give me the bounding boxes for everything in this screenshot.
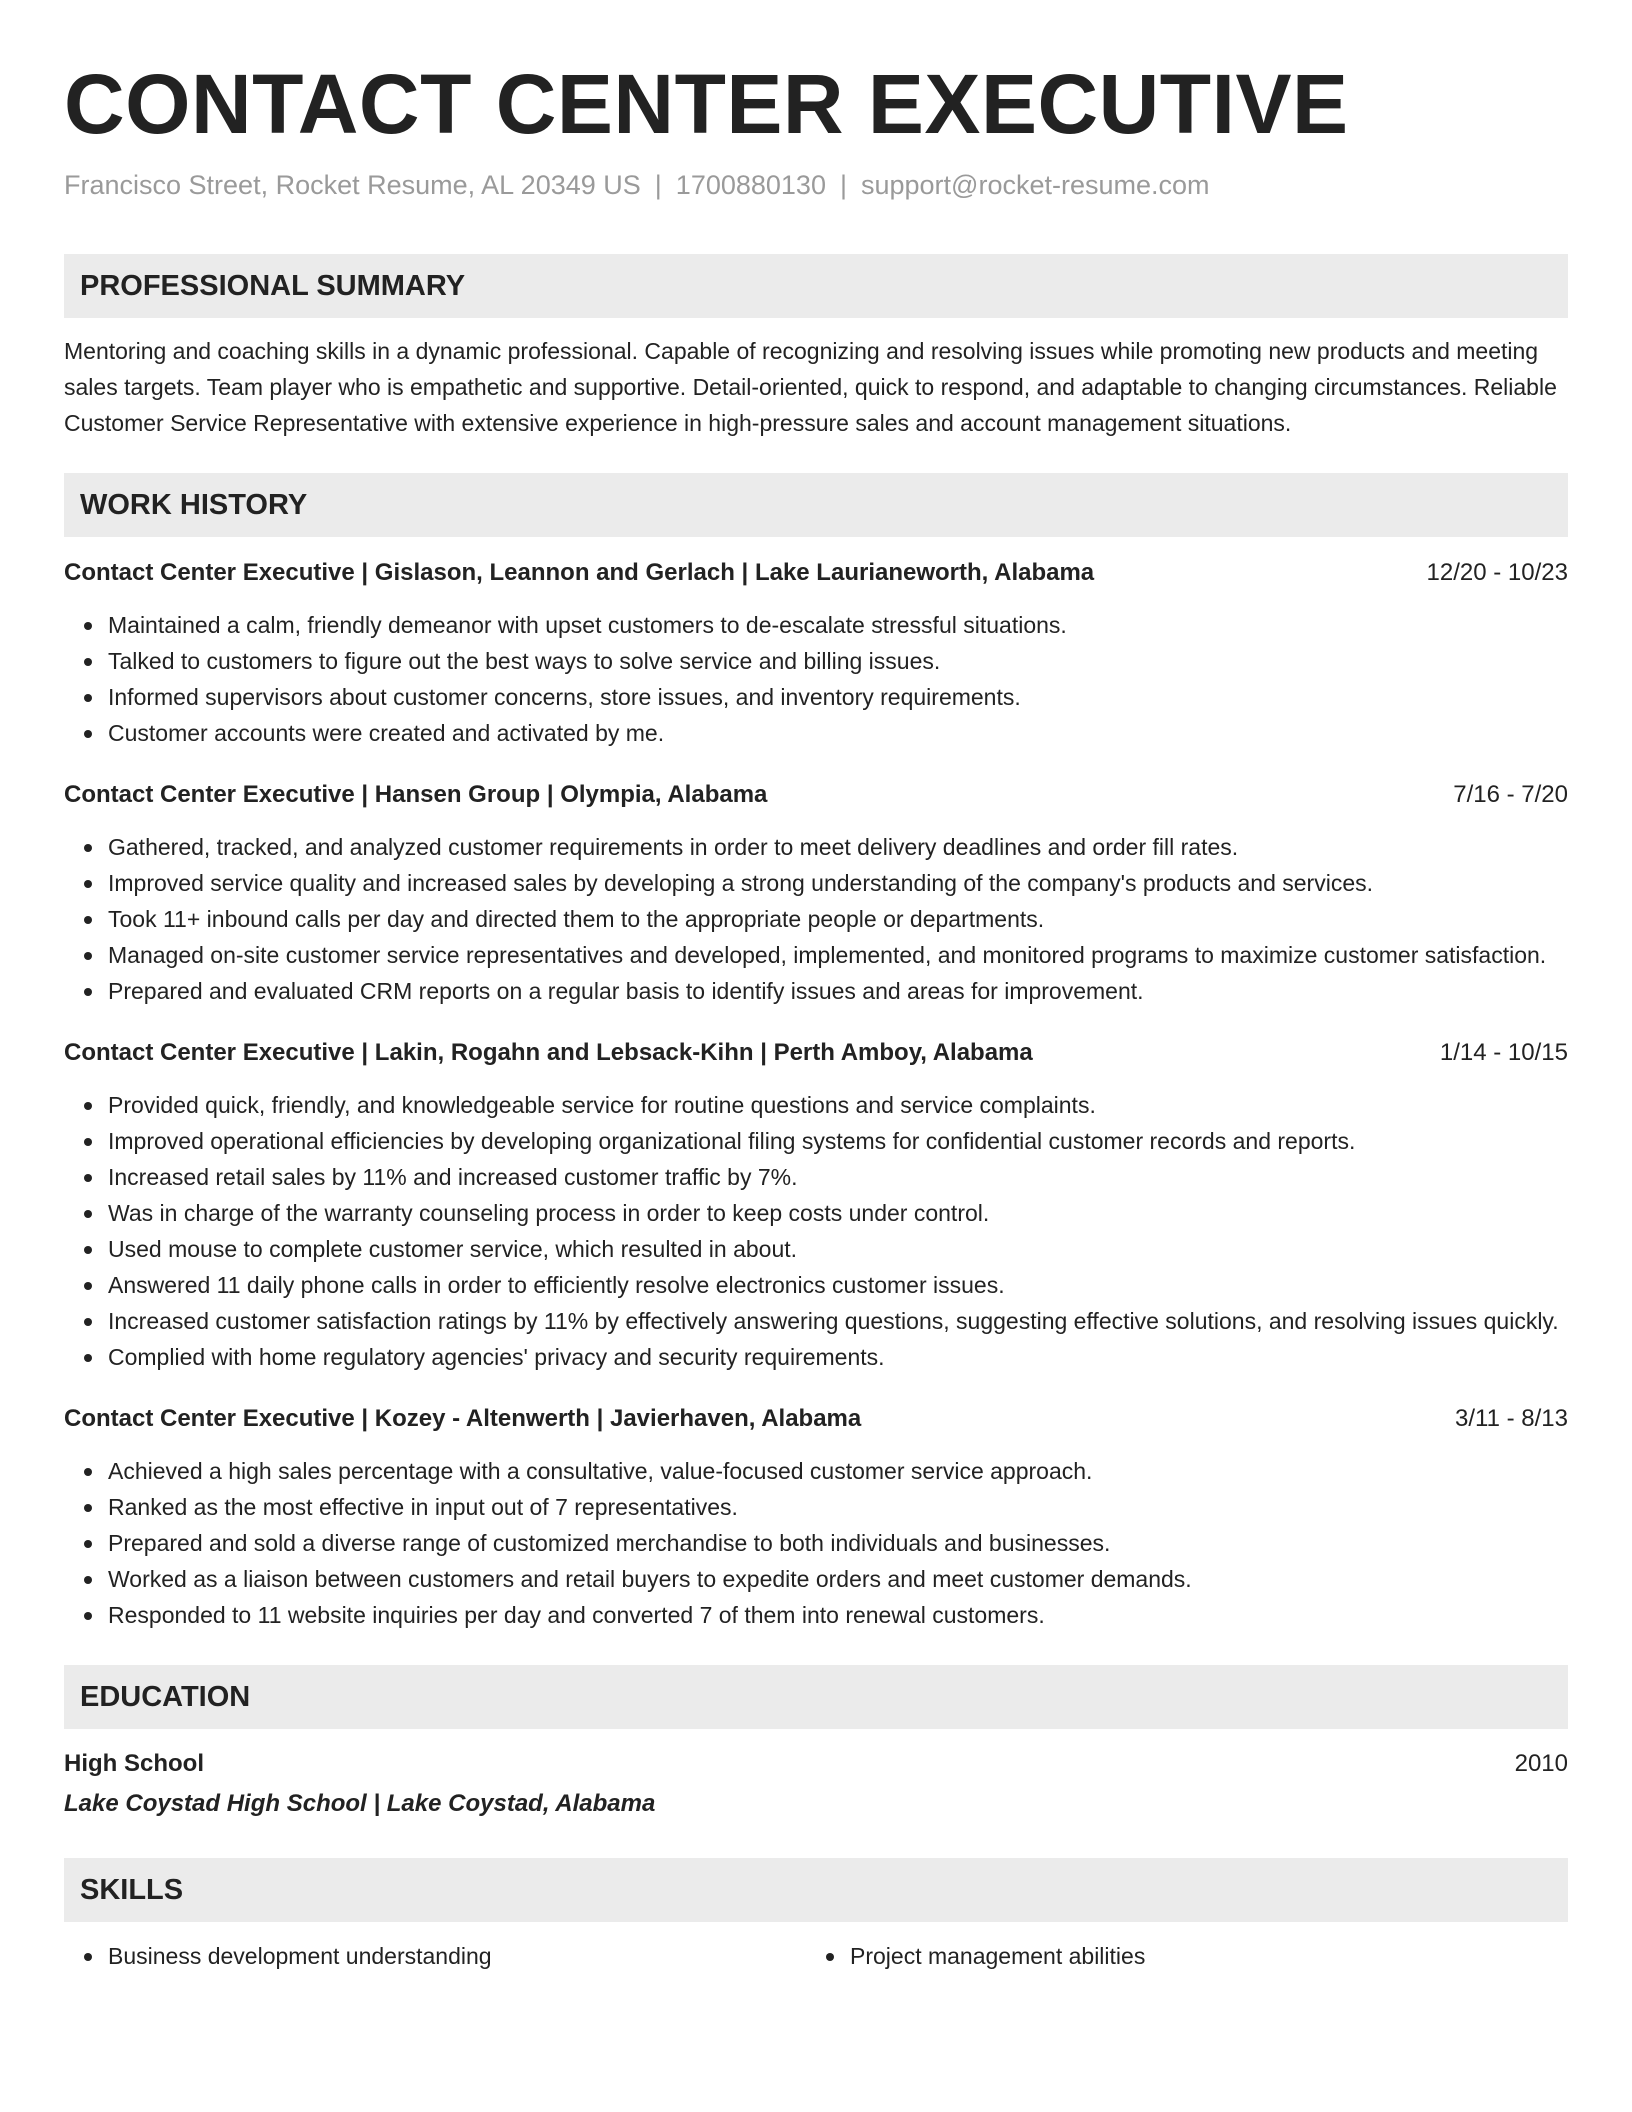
job-bullet: Gathered, tracked, and analyzed customer requirements in order to meet delivery deadlines and order fill rates.: [108, 829, 1568, 865]
contact-phone: 1700880130: [675, 170, 826, 200]
job-bullet: Increased customer satisfaction ratings by 11% by effectively answering questions, suggesting effective solutions, and resolving issues quickly.: [108, 1303, 1568, 1339]
job-header: [64, 555, 1568, 591]
contact-separator: |: [654, 170, 662, 200]
skill-item: Business development understanding: [108, 1938, 806, 1974]
job-dates: 1/14 - 10/15: [1439, 1039, 1568, 1066]
job-bullets: [64, 829, 1568, 1009]
job-bullet: Provided quick, friendly, and knowledgeable service for routine questions and service complaints.: [108, 1087, 1568, 1123]
job-bullet: Increased retail sales by 11% and increased customer traffic by 7%.: [108, 1159, 1568, 1195]
job-bullet: Responded to 11 website inquiries per day and converted 7 of them into renewal customers.: [108, 1597, 1568, 1633]
education-entry-header: [64, 1746, 1568, 1782]
job-entry: [64, 1035, 1568, 1375]
job-dates: 3/11 - 8/13: [1455, 1405, 1568, 1432]
skills-list: [806, 1938, 1548, 1974]
contact-separator: |: [839, 170, 847, 200]
candidate-name: CONTACT CENTER EXECUTIVE: [64, 57, 1349, 151]
job-header: [64, 777, 1568, 813]
job-bullet: Complied with home regulatory agencies' privacy and security requirements.: [108, 1339, 1568, 1375]
education-degree: High School: [64, 1750, 204, 1777]
section-header-education: EDUCATION: [64, 1665, 1568, 1729]
skills-list: [64, 1938, 806, 1974]
job-bullet: Ranked as the most effective in input out of 7 representatives.: [108, 1489, 1568, 1525]
contact-line: [64, 168, 1568, 202]
job-bullets: [64, 1087, 1568, 1375]
job-bullet: Improved operational efficiencies by developing organizational filing systems for confidential customer records and reports.: [108, 1123, 1568, 1159]
job-bullet: Maintained a calm, friendly demeanor with upset customers to de-escalate stressful situations.: [108, 607, 1568, 643]
job-entry: [64, 555, 1568, 751]
job-bullet: Worked as a liaison between customers and retail buyers to expedite orders and meet customer demands.: [108, 1561, 1568, 1597]
job-title: Contact Center Executive | Kozey - Altenwerth | Javierhaven, Alabama: [64, 1405, 862, 1432]
job-bullet: Improved service quality and increased sales by developing a strong understanding of the company's products and services.: [108, 865, 1568, 901]
job-entry: [64, 1401, 1568, 1633]
skills-grid: [64, 1938, 1568, 1974]
job-bullet: Talked to customers to figure out the best ways to solve service and billing issues.: [108, 643, 1568, 679]
job-bullet: Customer accounts were created and activated by me.: [108, 715, 1568, 751]
job-bullet: Prepared and evaluated CRM reports on a regular basis to identify issues and areas for improvement.: [108, 973, 1568, 1009]
contact-email: support@rocket-resume.com: [860, 170, 1210, 200]
job-dates: 12/20 - 10/23: [1426, 559, 1568, 586]
summary-text: Mentoring and coaching skills in a dynamic professional. Capable of recognizing and resolving issues while promoting new products and meeting sales targets. Team player who is empathetic and supportive. Detail-oriented, quick to respond, and adaptable to changing circumstances. Reliable Customer Service Representative with extensive experience in high-pressure sales and account management situations.: [64, 338, 1557, 436]
job-bullet: Answered 11 daily phone calls in order to efficiently resolve electronics customer issues.: [108, 1267, 1568, 1303]
job-bullet: Was in charge of the warranty counseling process in order to keep costs under control.: [108, 1195, 1568, 1231]
job-header: [64, 1035, 1568, 1071]
job-bullets: [64, 607, 1568, 751]
section-header-summary: PROFESSIONAL SUMMARY: [64, 254, 1568, 318]
job-bullet: Managed on-site customer service representatives and developed, implemented, and monitored programs to maximize customer satisfaction.: [108, 937, 1568, 973]
education-year: 2010: [1514, 1750, 1568, 1777]
skills-column-left: [64, 1938, 806, 1974]
job-entry: [64, 777, 1568, 1009]
job-title: Contact Center Executive | Lakin, Rogahn and Lebsack-Kihn | Perth Amboy, Alabama: [64, 1039, 1033, 1066]
skills-column-right: [806, 1938, 1548, 1974]
contact-address: Francisco Street, Rocket Resume, AL 20349 US: [64, 170, 641, 200]
section-header-skills: SKILLS: [64, 1858, 1568, 1922]
job-header: [64, 1401, 1568, 1437]
job-bullet: Took 11+ inbound calls per day and directed them to the appropriate people or departments.: [108, 901, 1568, 937]
job-bullet: Prepared and sold a diverse range of customized merchandise to both individuals and businesses.: [108, 1525, 1568, 1561]
job-bullet: Achieved a high sales percentage with a consultative, value-focused customer service approach.: [108, 1453, 1568, 1489]
job-title: Contact Center Executive | Hansen Group | Olympia, Alabama: [64, 781, 768, 808]
job-dates: 7/16 - 7/20: [1453, 781, 1568, 808]
section-header-work-history: WORK HISTORY: [64, 473, 1568, 537]
job-title: Contact Center Executive | Gislason, Leannon and Gerlach | Lake Laurianeworth, Alabama: [64, 559, 1095, 586]
job-bullet: Used mouse to complete customer service, which resulted in about.: [108, 1231, 1568, 1267]
job-bullets: [64, 1453, 1568, 1633]
education-school: Lake Coystad High School | Lake Coystad, Alabama: [64, 1790, 656, 1817]
job-bullet: Informed supervisors about customer concerns, store issues, and inventory requirements.: [108, 679, 1568, 715]
skill-item: Project management abilities: [850, 1938, 1548, 1974]
